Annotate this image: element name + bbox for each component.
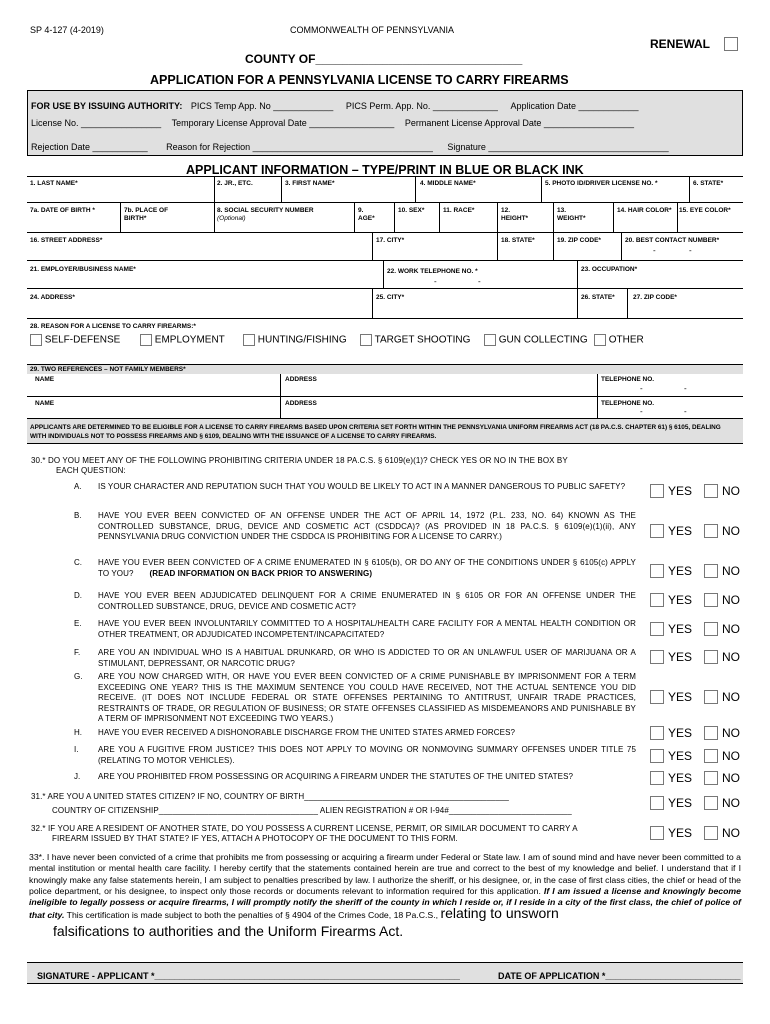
q31-yes-checkbox[interactable] xyxy=(650,796,664,810)
q30-question-text: IS YOUR CHARACTER AND REPUTATION SUCH THAT YOU WOULD BE LIKELY TO ACT IN A MANNER DANGEROUS TO PUBLIC SAFETY? xyxy=(98,482,626,491)
race-field[interactable]: 11. RACE* xyxy=(443,207,475,214)
q30-question xyxy=(98,558,636,579)
age-label-2: AGE* xyxy=(358,215,375,222)
yes-checkbox[interactable] xyxy=(650,771,664,785)
employer-zip-field[interactable]: 27. ZIP CODE* xyxy=(633,294,677,301)
q30-intro-2: EACH QUESTION: xyxy=(56,466,126,475)
q33-large-2: falsifications to authorities and the Uniform Firearms Act. xyxy=(53,922,404,939)
pics-temp-field[interactable]: PICS Temp App. No ____________ xyxy=(190,101,334,111)
renewal-checkbox[interactable] xyxy=(724,35,738,53)
yes-label: YES xyxy=(667,650,692,664)
yes-checkbox[interactable] xyxy=(650,484,664,498)
q30-question-text: ARE YOU AN INDIVIDUAL WHO IS A HABITUAL DRUNKARD, OR WHO IS ADDICTED TO OR AN UNLAWFUL USER OF MARIJUANA OR A STIMULANT, DEPRESSANT, OR NARCOTIC DRUG? xyxy=(98,648,636,668)
reference-row-1 xyxy=(27,374,743,396)
license-no-applicant-field[interactable]: 5. PHOTO ID/DRIVER LICENSE NO. * xyxy=(545,180,658,187)
no-checkbox[interactable] xyxy=(704,726,718,740)
q30-question-text: HAVE YOU EVER BEEN CONVICTED OF AN OFFENSE UNDER THE ACT OF APRIL 14, 1972 (P.L. 233, NO. 64) KNOWN AS THE CONTROLLED SUBSTANCE, DRUG, DEVICE AND COSMETIC ACT (CSDDCA)? (AS PROVIDED IN 18 PA.C.S. § 6109(e)(1)(ii), ANY PENNSYLVANIA DRUG CONVICTION UNDER THE CSDDCA IS PROHIBITING FOR A LICENSE TO CARRY.) xyxy=(98,511,636,541)
q30-question xyxy=(98,772,636,783)
q30-question xyxy=(98,728,636,739)
no-checkbox[interactable] xyxy=(704,593,718,607)
height-label-2: HEIGHT* xyxy=(501,215,529,222)
q30-question xyxy=(98,511,636,543)
no-checkbox[interactable] xyxy=(704,771,718,785)
reason-target[interactable]: TARGET SHOOTING xyxy=(360,334,484,346)
q30-answer xyxy=(650,650,740,664)
q30-intro: 30.* DO YOU MEET ANY OF THE FOLLOWING PROHIBITING CRITERIA UNDER 18 PA.C.S. § 6109(e)(1)? CHECK YES OR NO IN THE BOX BY xyxy=(31,456,568,465)
ref2-dash-2: - xyxy=(684,407,687,416)
q33-large-1: relating to unsworn xyxy=(440,905,559,922)
age-label-1[interactable]: 9. xyxy=(358,207,364,214)
no-label: NO xyxy=(722,524,740,538)
height-label-1[interactable]: 12. xyxy=(501,207,511,214)
q30-question xyxy=(98,619,636,640)
ref1-address[interactable]: ADDRESS xyxy=(285,376,317,383)
application-date-field[interactable]: Application Date ____________ xyxy=(510,101,639,111)
reason-options xyxy=(30,334,644,346)
application-date-applicant-field[interactable]: DATE OF APPLICATION *___________________________ xyxy=(498,971,741,981)
q32-no-label: NO xyxy=(722,826,740,840)
q30-question-text: ARE YOU PROHIBITED FROM POSSESSING OR ACQUIRING A FIREARM UNDER THE STATUTES OF THE UNITED STATES? xyxy=(98,772,574,781)
yes-label: YES xyxy=(667,690,692,704)
q32-line2: FIREARM ISSUED BY THAT STATE? IF YES, ATTACH A PHOTOCOPY OF THE DOCUMENT TO THIS FORM. xyxy=(52,834,458,843)
sex-field[interactable]: 10. SEX* xyxy=(398,207,425,214)
perm-approval-field[interactable]: Permanent License Approval Date __________________ xyxy=(404,118,635,128)
no-checkbox[interactable] xyxy=(704,650,718,664)
page-title: APPLICATION FOR A PENNSYLVANIA LICENSE TO CARRY FIREARMS xyxy=(150,73,569,87)
form-id: SP 4-127 (4-2019) xyxy=(30,25,104,35)
last-name-field[interactable]: 1. LAST NAME* xyxy=(30,180,78,187)
q30-letter: J. xyxy=(74,772,81,781)
row-address xyxy=(27,232,743,260)
commonwealth-label: COMMONWEALTH OF PENNSYLVANIA xyxy=(290,25,455,35)
no-label: NO xyxy=(722,771,740,785)
signature-bar xyxy=(27,962,743,984)
address-state-field[interactable]: 18. STATE* xyxy=(501,237,535,244)
weight-label-2: WEIGHT* xyxy=(557,215,586,222)
row-employer xyxy=(27,260,743,288)
q30-letter: G. xyxy=(74,672,83,681)
references-header xyxy=(27,364,743,374)
reason-label: 28. REASON FOR A LICENSE TO CARRY FIREARMS:* xyxy=(30,323,196,330)
q32-line1: 32.* IF YOU ARE A RESIDENT OF ANOTHER STATE, DO YOU POSSESS A CURRENT LICENSE, PERMIT, OR SIMILAR DOCUMENT TO CARRY A xyxy=(31,824,578,833)
rejection-date-field[interactable]: Rejection Date ___________ xyxy=(31,142,148,152)
yes-checkbox[interactable] xyxy=(650,564,664,578)
zip-field[interactable]: 19. ZIP CODE* xyxy=(557,237,601,244)
q33-certification xyxy=(29,852,741,940)
yes-checkbox[interactable] xyxy=(650,690,664,704)
q30-question-text: HAVE YOU EVER BEEN ADJUDICATED DELINQUENT FOR A CRIME ENUMERATED IN § 6105 OR FOR AN OFFENSE UNDER THE CONTROLLED SUBSTANCE, DRUG, DEVICE AND COSMETIC ACT? xyxy=(98,591,636,611)
q30-letter: H. xyxy=(74,728,82,737)
q31-line1[interactable]: 31.* ARE YOU A UNITED STATES CITIZEN? IF NO, COUNTRY OF BIRTH_____________________________________________ xyxy=(31,792,509,801)
q30-letter: C. xyxy=(74,558,82,567)
row-employer-address xyxy=(27,288,743,318)
authority-label: FOR USE BY ISSUING AUTHORITY: xyxy=(31,101,183,111)
q31-yes-label: YES xyxy=(667,796,692,810)
q30-letter: B. xyxy=(74,511,82,520)
row-physical xyxy=(27,202,743,232)
weight-label-1[interactable]: 13. xyxy=(557,207,567,214)
q30-answer xyxy=(650,484,740,498)
ref1-dash-2: - xyxy=(684,384,687,393)
yes-checkbox[interactable] xyxy=(650,593,664,607)
row-names xyxy=(27,176,743,202)
ref1-name[interactable]: NAME xyxy=(35,376,55,383)
reason-other[interactable]: OTHER xyxy=(594,334,644,346)
employer-field[interactable]: 21. EMPLOYER/BUSINESS NAME* xyxy=(30,266,136,273)
q30-question xyxy=(98,591,636,612)
ref2-phone[interactable]: TELEPHONE NO. xyxy=(601,400,655,407)
q30-answer xyxy=(650,564,740,578)
q30-answer xyxy=(650,593,740,607)
county-field[interactable]: COUNTY OF_______________________________ xyxy=(245,52,523,66)
q30-question-note: (READ INFORMATION ON BACK PRIOR TO ANSWERING) xyxy=(149,568,373,578)
state-field[interactable]: 6. STATE* xyxy=(693,180,724,187)
yes-label: YES xyxy=(667,524,692,538)
q31-no-label: NO xyxy=(722,796,740,810)
q33-tail: This certification is made subject to both the penalties of § 4904 of the Crimes Code, 18 Pa.C.S., xyxy=(66,910,439,921)
license-no-field[interactable]: License No. ________________ xyxy=(31,118,162,128)
yes-label: YES xyxy=(667,726,692,740)
contact-dash-2: - xyxy=(689,246,692,255)
q32-yes-label: YES xyxy=(667,826,692,840)
issuing-authority-section xyxy=(27,90,743,156)
yes-checkbox[interactable] xyxy=(650,650,664,664)
ref2-address[interactable]: ADDRESS xyxy=(285,400,317,407)
eye-color-field[interactable]: 15. EYE COLOR* xyxy=(679,207,731,214)
yes-label: YES xyxy=(667,749,692,763)
no-label: NO xyxy=(722,690,740,704)
q30-answer xyxy=(650,771,740,785)
authority-signature-field[interactable]: Signature ____________________________________ xyxy=(447,142,669,152)
no-label: NO xyxy=(722,726,740,740)
employer-address-field[interactable]: 24. ADDRESS* xyxy=(30,294,75,301)
q30-question xyxy=(98,745,636,766)
ssn-optional: (Optional) xyxy=(217,215,246,222)
reference-row-2 xyxy=(27,396,743,418)
no-checkbox[interactable] xyxy=(704,690,718,704)
yes-checkbox[interactable] xyxy=(650,622,664,636)
temp-approval-field[interactable]: Temporary License Approval Date _________________ xyxy=(171,118,395,128)
q30-question xyxy=(98,672,636,725)
reason-employment[interactable]: EMPLOYMENT xyxy=(140,334,243,346)
applicant-info-header: APPLICANT INFORMATION – TYPE/PRINT IN BLUE OR BLACK INK xyxy=(186,163,584,177)
q30-letter: D. xyxy=(74,591,82,600)
reason-hunting[interactable]: HUNTING/FISHING xyxy=(243,334,360,346)
yes-checkbox[interactable] xyxy=(650,524,664,538)
no-checkbox[interactable] xyxy=(704,564,718,578)
suffix-field[interactable]: 2. JR., ETC. xyxy=(217,180,253,187)
q31-answer xyxy=(650,796,740,810)
birthplace-label-2: BIRTH* xyxy=(124,215,147,222)
birthplace-label-1[interactable]: 7b. PLACE OF xyxy=(124,207,169,214)
no-checkbox[interactable] xyxy=(704,749,718,763)
yes-label: YES xyxy=(667,771,692,785)
middle-name-field[interactable]: 4. MIDDLE NAME* xyxy=(420,180,476,187)
yes-label: YES xyxy=(667,593,692,607)
no-checkbox[interactable] xyxy=(704,622,718,636)
q30-answer xyxy=(650,726,740,740)
ref1-dash-1: - xyxy=(640,384,643,393)
no-label: NO xyxy=(722,593,740,607)
yes-label: YES xyxy=(667,484,692,498)
reason-self-defense[interactable]: SELF-DEFENSE xyxy=(30,334,140,346)
q30-letter: I. xyxy=(74,745,79,754)
reason-collecting[interactable]: GUN COLLECTING xyxy=(484,334,594,346)
q30-letter: E. xyxy=(74,619,82,628)
reason-section xyxy=(27,318,743,364)
q30-answer xyxy=(650,524,740,538)
no-label: NO xyxy=(722,650,740,664)
dob-field[interactable]: 7a. DATE OF BIRTH * xyxy=(30,207,95,214)
no-label: NO xyxy=(722,622,740,636)
eligibility-note-box xyxy=(27,418,743,444)
ssn-field[interactable]: 8. SOCIAL SECURITY NUMBER xyxy=(217,207,314,214)
q32-yes-checkbox[interactable] xyxy=(650,826,664,840)
ref2-name[interactable]: NAME xyxy=(35,400,55,407)
q30-question-text: ARE YOU A FUGITIVE FROM JUSTICE? THIS DOES NOT APPLY TO MOVING OR NONMOVING SUMMARY OFFENSES UNDER TITLE 75 (RELATING TO MOTOR VEHICLES). xyxy=(98,745,636,765)
contact-number-field[interactable]: 20. BEST CONTACT NUMBER* xyxy=(625,237,720,244)
q30-question-text: HAVE YOU EVER RECEIVED A DISHONORABLE DISCHARGE FROM THE UNITED STATES ARMED FORCES? xyxy=(98,728,516,737)
yes-label: YES xyxy=(667,622,692,636)
first-name-field[interactable]: 3. FIRST NAME* xyxy=(285,180,335,187)
no-label: NO xyxy=(722,484,740,498)
no-label: NO xyxy=(722,749,740,763)
ref1-phone[interactable]: TELEPHONE NO. xyxy=(601,376,655,383)
q30-question-text: ARE YOU NOW CHARGED WITH, OR HAVE YOU EVER BEEN CONVICTED OF A CRIME PUNISHABLE BY IMPRISONMENT FOR A TERM EXCEEDING ONE YEAR? THIS IS THE MAXIMUM SENTENCE YOU COULD HAVE RECEIVED, NOT THE ACTUAL SENTENCE YOU DID RECEIVE. (IT DOES NOT INCLUDE FEDERAL OR STATE OFFENSES PERTAINING TO ANTITRUST, UNFAIR TRADE PRACTICES, RESTRAINTS OF TRADE, OR REGULATION OF BUSINESS; OR STATE OFFENSES CLASSIFIED AS MISDEMEANORS AND PUNISHABLE BY A TERM OF IMPRISONMENT NOT EXCEEDING TWO YEARS.) xyxy=(98,672,636,723)
q30-letter: A. xyxy=(74,482,82,491)
no-label: NO xyxy=(722,564,740,578)
references-title: 29. TWO REFERENCES – NOT FAMILY MEMBERS* xyxy=(30,366,186,373)
q30-question-text: HAVE YOU EVER BEEN INVOLUNTARILY COMMITTED TO A HOSPITAL/HEALTH CARE FACILITY FOR A MENTAL HEALTH CONDITION OR OTHER TREATMENT, OR ADJUDICATED INCOMPETENT/INCAPACITATED? xyxy=(98,619,636,639)
no-checkbox[interactable] xyxy=(704,484,718,498)
city-field[interactable]: 17. CITY* xyxy=(376,237,405,244)
q33-bold-text: If I am issued a license and knowingly become ineligible to legally possess or acquire firearms, I will promptly notify the sheriff of the county in which I reside or, if I reside in a city of the first class, the chief of police of that city. xyxy=(29,885,741,921)
q33-text: 33*. I have never been convicted of a crime that prohibits me from possessing or acquiring a firearm under Federal or State law. I am of sound mind and have never been committed to a mental institution or mental health care facility. I hereby certify that the statements contained herein are true and correct to the best of my knowledge and belief. I understand that if I knowingly make any false statements herein, I am subject to penalties prescribed by law. I authorize the sheriff, or his designee, or, in the case of first class cities, the chief or head of the police department, or his designee, to inspect only those records or documents relevant to information required for this application. xyxy=(29,852,741,896)
q32-answer xyxy=(650,826,740,840)
q30-answer xyxy=(650,690,740,704)
no-checkbox[interactable] xyxy=(704,524,718,538)
pics-perm-field[interactable]: PICS Perm. App. No. _____________ xyxy=(345,101,498,111)
contact-dash-1: - xyxy=(653,246,656,255)
q30-answer xyxy=(650,622,740,636)
q30-question-text: HAVE YOU EVER BEEN CONVICTED OF A CRIME ENUMERATED IN § 6105(b), OR DO ANY OF THE CONDITIONS UNDER § 6105(c) APPLY TO YOU? xyxy=(98,558,636,578)
ref2-dash-1: - xyxy=(640,407,643,416)
q30-answer xyxy=(650,749,740,763)
yes-checkbox[interactable] xyxy=(650,726,664,740)
eligibility-note: APPLICANTS ARE DETERMINED TO BE ELIGIBLE FOR A LICENSE TO CARRY FIREARMS BASED UPON CRITERIA SET FORTH WITHIN THE PENNSYLVANIA UNIFORM FIREARMS ACT (18 PA.C.S. CHAPTER 61) § 6105, DEALING WITH INDIVIDUALS NOT TO POSSESS FIREARMS AND § 6109, DEALING WITH THE ISSUANCE OF A LICENSE TO CARRY FIREARMS. xyxy=(30,424,721,440)
yes-checkbox[interactable] xyxy=(650,749,664,763)
employer-state-field[interactable]: 26. STATE* xyxy=(581,294,615,301)
hair-color-field[interactable]: 14. HAIR COLOR* xyxy=(617,207,672,214)
q30-question xyxy=(98,482,636,493)
q30-letter: F. xyxy=(74,648,81,657)
yes-label: YES xyxy=(667,564,692,578)
q31-line2[interactable]: COUNTRY OF CITIZENSHIP___________________________________ ALIEN REGISTRATION # OR I-94#___________________________ xyxy=(52,806,572,815)
renewal-label: RENEWAL xyxy=(650,37,710,51)
street-address-field[interactable]: 16. STREET ADDRESS* xyxy=(30,237,103,244)
applicant-signature-field[interactable]: SIGNATURE - APPLICANT *_____________________________________________________________ xyxy=(37,971,460,981)
work-dash-2: - xyxy=(478,277,481,286)
rejection-reason-field[interactable]: Reason for Rejection ____________________________________ xyxy=(166,142,433,152)
occupation-field[interactable]: 23. OCCUPATION* xyxy=(581,266,638,273)
work-dash-1: - xyxy=(434,277,437,286)
q32-no-checkbox[interactable] xyxy=(704,826,718,840)
work-phone-field[interactable]: 22. WORK TELEPHONE NO. * xyxy=(387,268,478,275)
q30-question xyxy=(98,648,636,669)
q31-no-checkbox[interactable] xyxy=(704,796,718,810)
employer-city-field[interactable]: 25. CITY* xyxy=(376,294,405,301)
